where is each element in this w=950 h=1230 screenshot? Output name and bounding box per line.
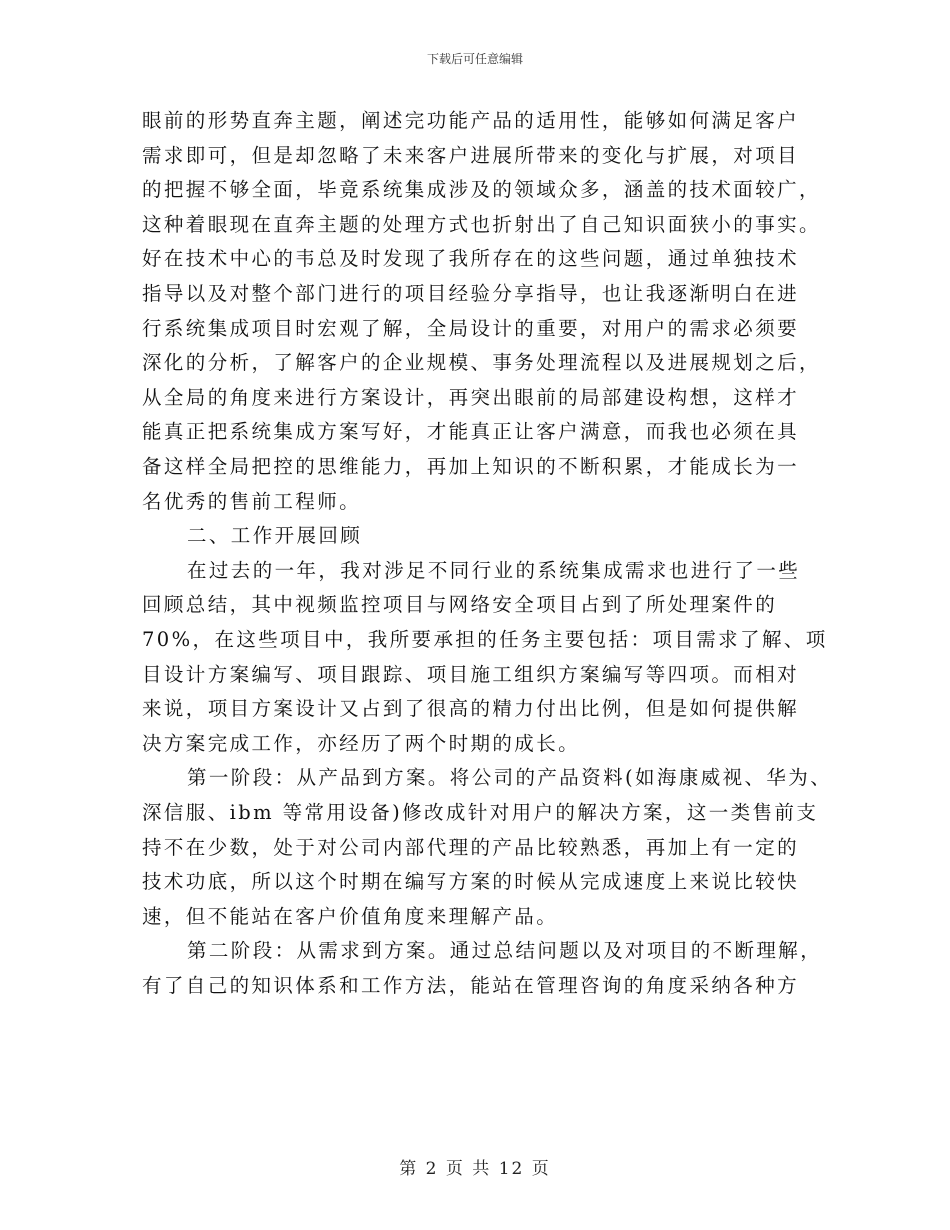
text-line: 70%，在这些项目中，我所要承担的任务主要包括：项目需求了解、项 (142, 628, 828, 651)
page-footer: 第 2 页 共 12 页 (399, 1159, 551, 1179)
text-line: 行系统集成项目时宏观了解，全局设计的重要，对用户的需求必须要 (142, 316, 800, 340)
text-line: 深信服、ibm 等常用设备)修改成针对用户的解决方案，这一类售前支 (142, 801, 819, 824)
page-header: 下载后可任意编辑 (426, 52, 523, 66)
text-line: 速，但不能站在客户价值角度来理解产品。 (142, 904, 559, 928)
text-line: 指导以及对整个部门进行的项目经验分享指导，也让我逐渐明白在进 (142, 282, 800, 305)
text-line: 名优秀的售前工程师。 (142, 489, 362, 513)
text-line: 技术功底，所以这个时期在编写方案的时候从完成速度上来说比较快 (142, 870, 800, 894)
text-line: 持不在少数，处于对公司内部代理的产品比较熟悉，再加上有一定的 (142, 835, 800, 859)
text-line: 好在技术中心的韦总及时发现了我所存在的这些问题，通过单独技术 (142, 247, 800, 271)
text-line: 决方案完成工作，亦经历了两个时期的成长。 (142, 731, 581, 755)
text-line: 眼前的形势直奔主题，阐述完功能产品的适用性，能够如何满足客户 (142, 109, 800, 132)
text-line: 第一阶段：从产品到方案。将公司的产品资料(如海康威视、华为、 (187, 766, 833, 790)
text-line: 回顾总结，其中视频监控项目与网络安全项目占到了所处理案件的 (142, 593, 778, 617)
text-line: 深化的分析，了解客户的企业规模、事务处理流程以及进展规划之后， (142, 351, 821, 375)
text-line: 这种着眼现在直奔主题的处理方式也折射出了自己知识面狭小的事实。 (142, 212, 821, 236)
text-line: 能真正把系统集成方案写好，才能真正让客户满意，而我也必须在具 (142, 420, 800, 444)
text-line: 第二阶段：从需求到方案。通过总结问题以及对项目的不断理解， (187, 939, 823, 963)
text-line: 二、工作开展回顾 (187, 524, 363, 548)
text-line: 从全局的角度来进行方案设计，再突出眼前的局部建设构想，这样才 (142, 385, 800, 409)
text-line: 在过去的一年，我对涉足不同行业的系统集成需求也进行了一些 (187, 558, 801, 582)
text-line: 需求即可，但是却忽略了未来客户进展所带来的变化与扩展，对项目 (142, 143, 800, 167)
text-line: 备这样全局把控的思维能力，再加上知识的不断积累，才能成长为一 (142, 455, 800, 478)
text-line: 来说，项目方案设计又占到了很高的精力付出比例，但是如何提供解 (142, 697, 800, 721)
text-line: 目设计方案编写、项目跟踪、项目施工组织方案编写等四项。而相对 (142, 662, 800, 686)
text-line: 的把握不够全面，毕竟系统集成涉及的领域众多，涵盖的技术面较广， (142, 178, 821, 202)
text-line: 有了自己的知识体系和工作方法，能站在管理咨询的角度采纳各种方 (142, 974, 800, 997)
